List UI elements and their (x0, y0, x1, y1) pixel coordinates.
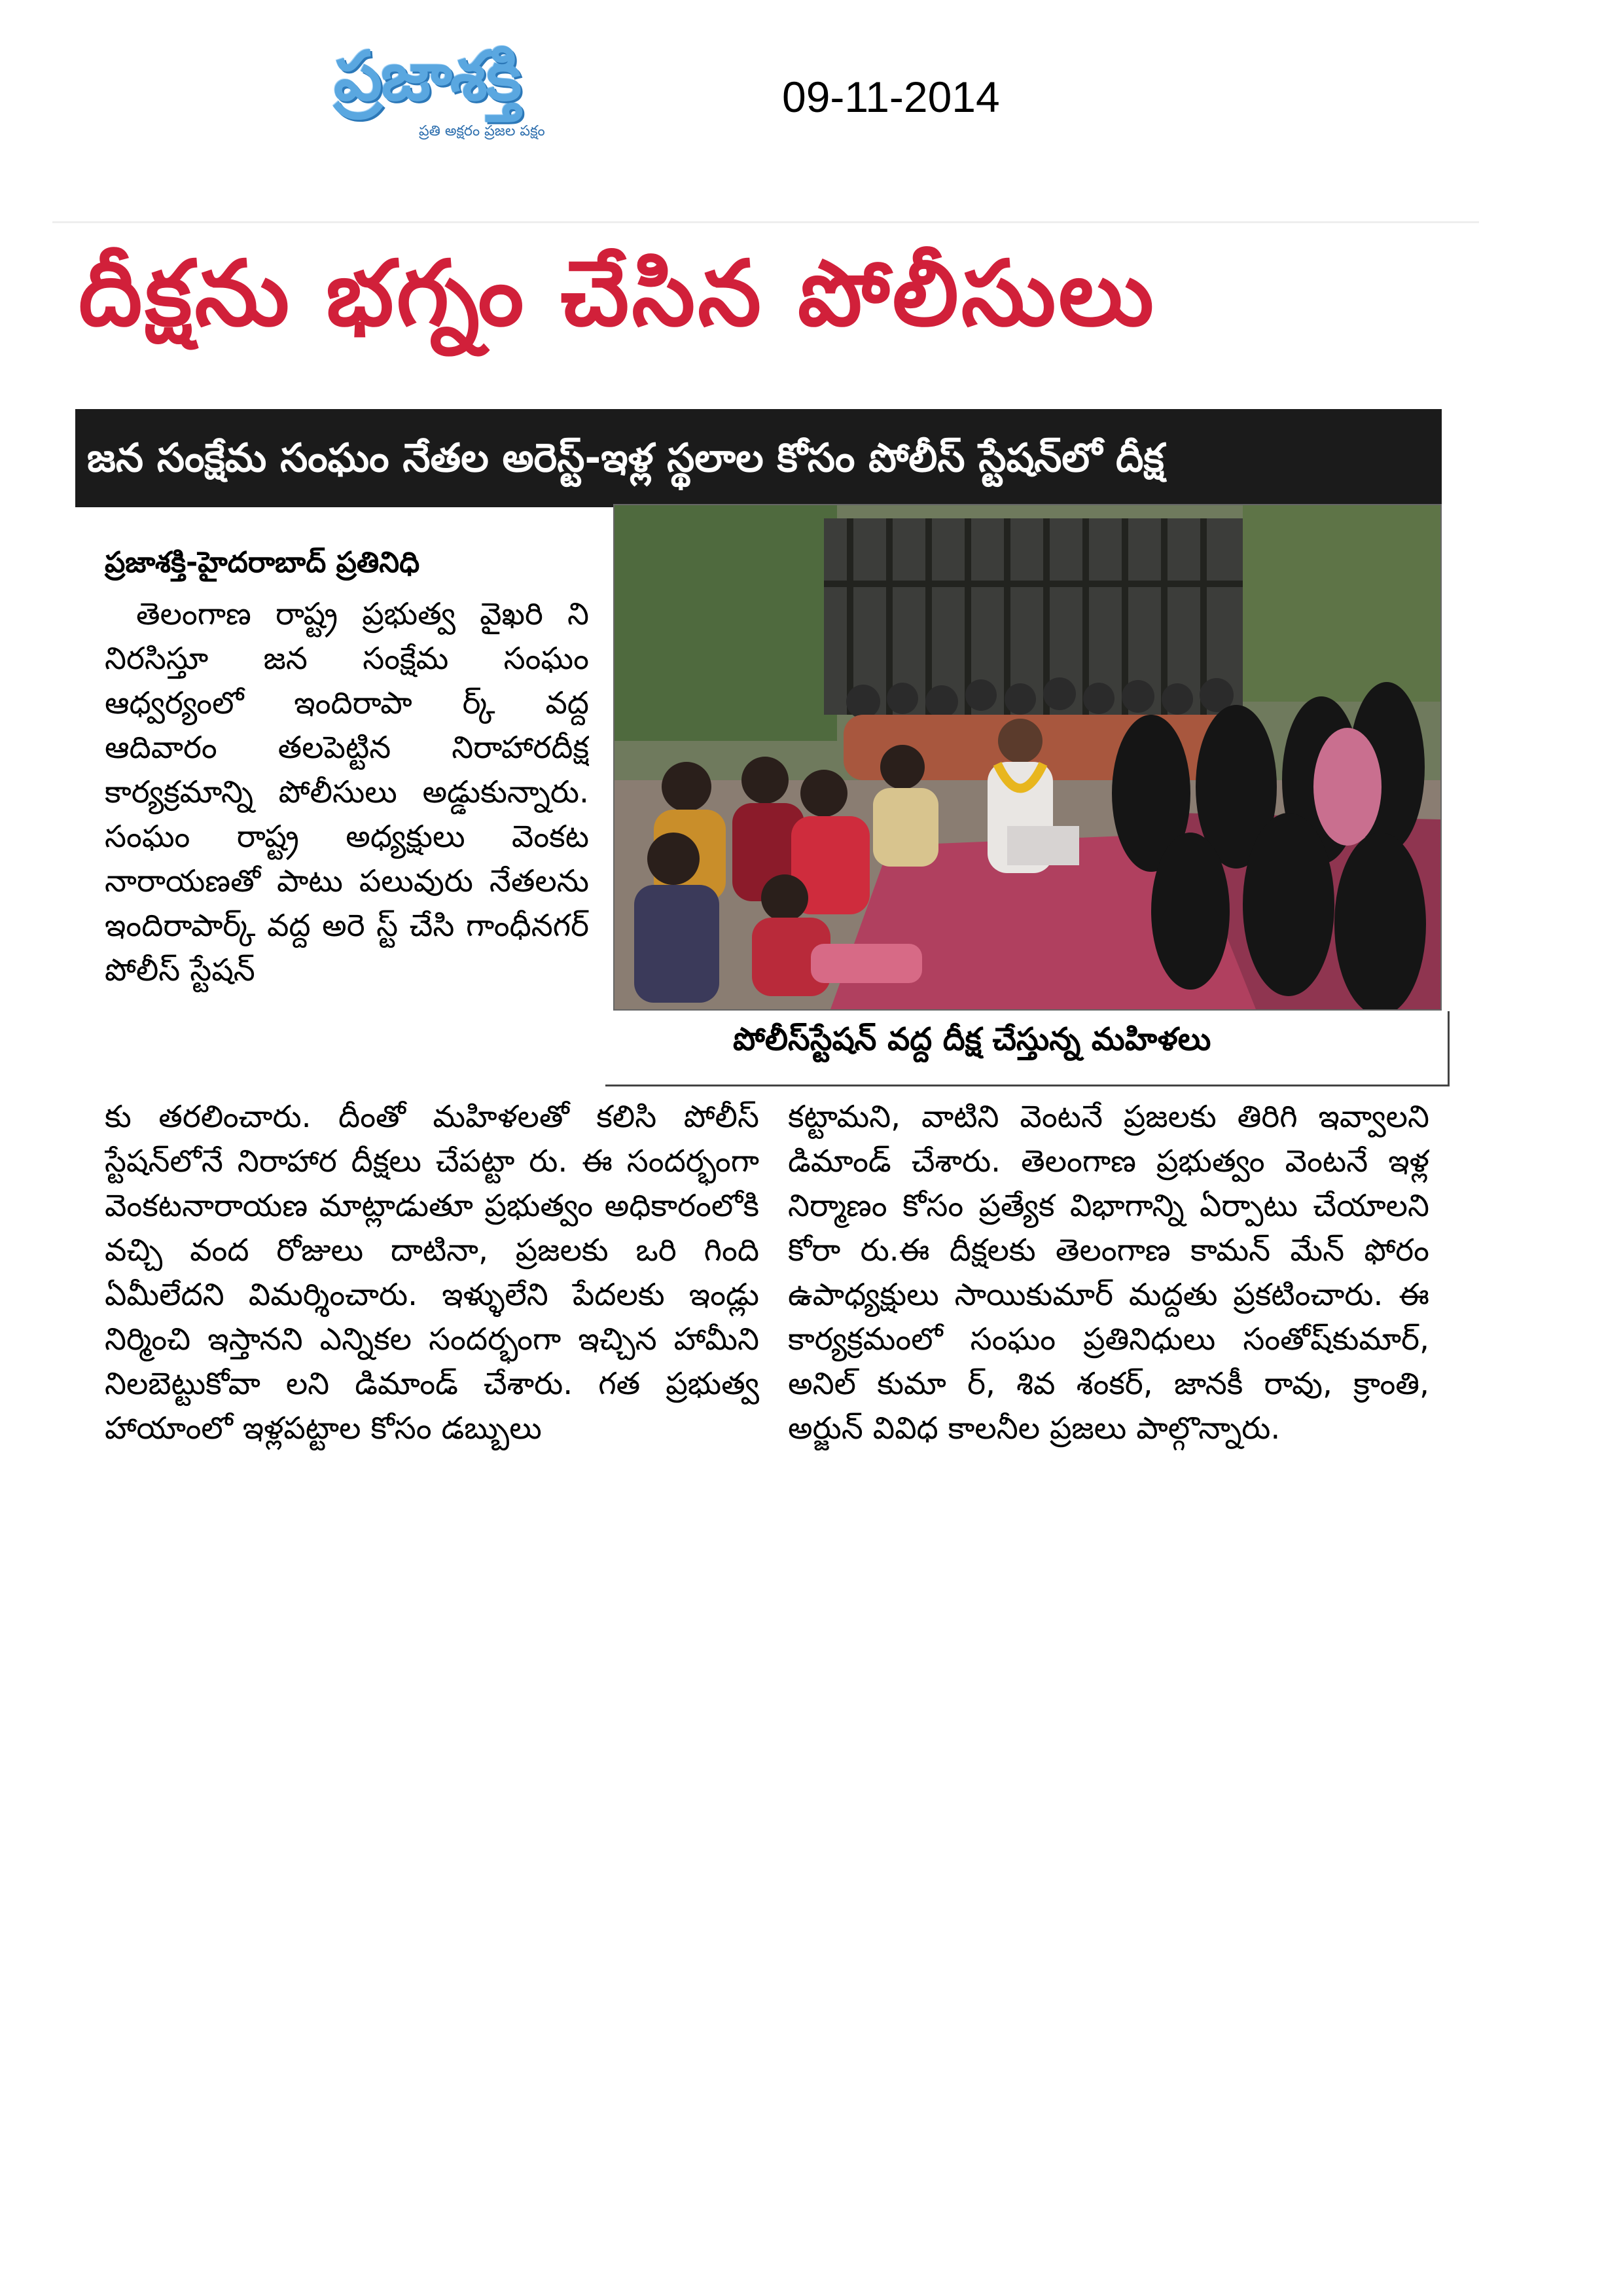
photo-caption: పోలీస్‌స్టేషన్‌ వద్ద దీక్ష చేస్తున్న మహిళలు (733, 1021, 1211, 1058)
article-headline: దీక్షను భగ్నం చేసిన పోలీసులు (79, 241, 1156, 346)
article-body-upper (105, 592, 589, 1095)
protest-photo-illustration (615, 505, 1440, 1009)
logo-tagline: ప్రతి అక్షరం ప్రజల పక్షం (419, 123, 545, 139)
body-paragraph-upper: తెలంగాణ రాష్ట్ర ప్రభుత్వ వైఖరి ని నిరసిస్తూ జన సంక్షేమ సంఘం ఆధ్వర్యంలో ఇందిరాపా ర్క్‌ వద్ద ఆదివారం తలపెట్టిన నిరాహారదీక్ష కార్యక్రమాన్ని పోలీసులు అడ్డుకున్నారు. సంఘం రాష్ట్ర అధ్యక్షులు వెంకట నారాయణతో పాటు పలువురు నేతలను ఇందిరాపార్క్‌ వద్ద అరె స్ట్‌ చేసి గాంధీనగర్‌ పోలీస్‌ స్టేషన్‌ (105, 596, 589, 988)
protest-photo (613, 504, 1442, 1011)
article-body-right (788, 1095, 1429, 1628)
issue-date: 09-11-2014 (782, 73, 1000, 121)
masthead (334, 36, 700, 144)
body-paragraph-lower-left: కు తరలించారు. దీంతో మహిళలతో కలిసి పోలీస్‌ స్టేషన్‌లోనే నిరాహార దీక్షలు చేపట్టా రు. ఈ సందర్భంగా వెంకటనారాయణ మాట్లాడుతూ ప్రభుత్వం అధికారంలోకి వచ్చి వంద రోజులు దాటినా, ప్రజలకు ఒరి గింది ఏమీలేదని విమర్శించారు. ఇళ్ళులేని పేదలకు ఇండ్లు నిర్మించి ఇస్తానని ఎన్నికల సందర్భంగా ఇచ్చిన హామీని నిలబెట్టుకోవా లని డిమాండ్‌ చేశారు. గత ప్రభుత్వ హాయాంలో ఇళ్లపట్టాల కోసం డబ్బులు (105, 1099, 759, 1446)
clipping-divider (52, 221, 1479, 223)
prajasakti-logo: ప్రజాశక్తి (334, 36, 521, 116)
article-body-lower-left (105, 1095, 759, 1628)
body-paragraph-right: కట్టామని, వాటిని వెంటనే ప్రజలకు తిరిగి ఇవ్వాలని డిమాండ్‌ చేశారు. తెలంగాణ ప్రభుత్వం వెంటనే ఇళ్ల నిర్మాణం కోసం ప్రత్యేక విభాగాన్ని ఏర్పాటు చేయాలని కోరా రు.ఈ దీక్షలకు తెలంగాణ కామన్‌ మేన్‌ ఫోరం ఉపాధ్యక్షులు సాయికుమార్‌ మద్దతు ప్రకటించారు. ఈ కార్యక్రమంలో సంఘం ప్రతినిధులు సంతోష్‌కుమార్‌, అనిల్‌ కుమా ర్‌, శివ శంకర్‌, జానకీ రావు, క్రాంతి, అర్జున్‌ వివిధ కాలనీల ప్రజలు పాల్గొన్నారు. (788, 1099, 1429, 1446)
news-photo-block (605, 504, 1453, 1088)
article-byline: ప్రజాశక్తి-హైదరాబాద్‌ ప్రతినిధి (105, 546, 420, 579)
article-subheadline: జన సంక్షేమ సంఘం నేతల అరెస్ట్‌-ఇళ్ల స్థలాల కోసం పోలీస్‌ స్టేషన్‌లో దీక్ష (75, 409, 1442, 507)
